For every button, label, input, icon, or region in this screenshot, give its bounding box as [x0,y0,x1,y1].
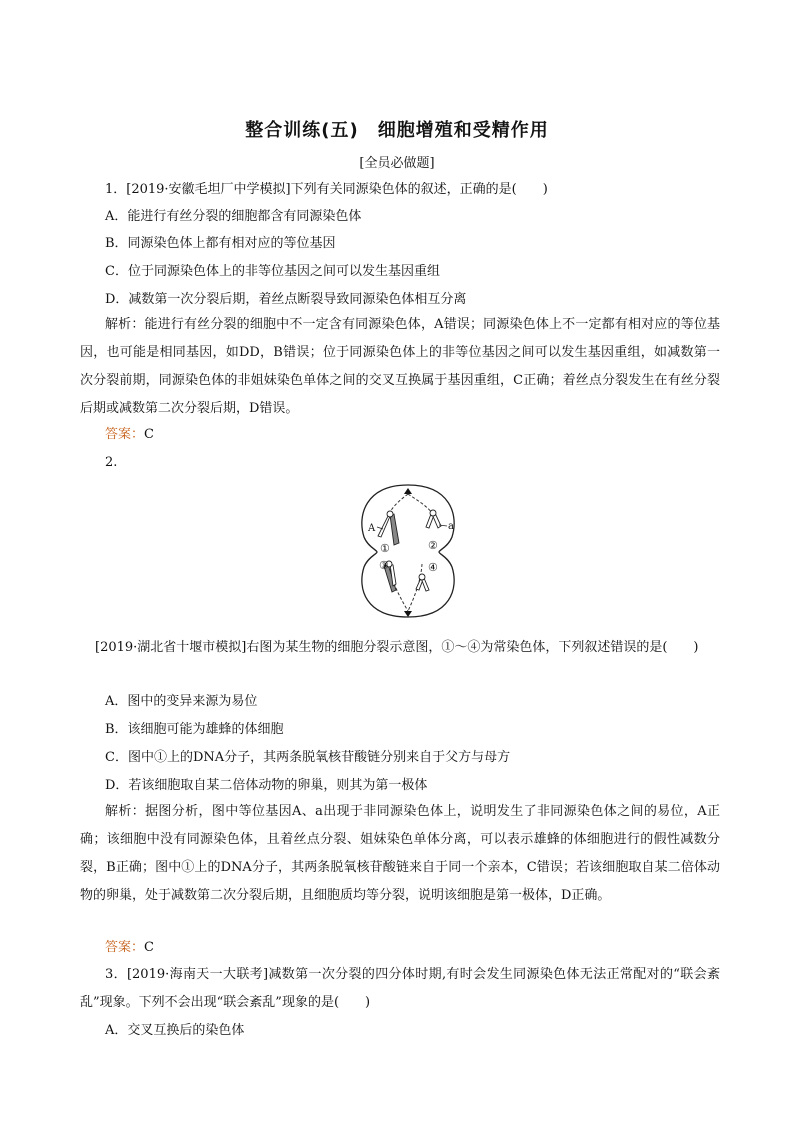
gene-a-label: a [448,521,454,532]
q1-option-c: C．位于同源染色体上的非等位基因之间可以发生基因重组 [105,264,440,279]
pole-top [404,488,412,494]
chromosome-4 [416,574,429,591]
answer-label: 答案： [105,427,145,442]
label-chromosome-1: ① [380,542,390,555]
q2-option-d: D．若该细胞取自某二倍体动物的卵巢，则其为第一极体 [105,778,428,793]
q2-number: 2. [105,455,118,470]
q1-stem: 1．[2019·安徽毛坦厂中学模拟]下列有关同源染色体的叙述，正确的是( ) [105,182,548,197]
gene-A-label: A [368,523,376,534]
cell-membrane [362,485,454,617]
q1-option-a: A．能进行有丝分裂的细胞都含有同源染色体 [105,209,362,224]
pole-bottom [404,611,412,617]
q3-stem: 3．[2019·海南天一大联考]减数第一次分裂的四分体时期,有时会发生同源染色体无法正常配对的“联会紊乱”现象。下列不会出现“联会紊乱”现象的是( ) [80,967,720,1010]
cell-division-diagram [355,480,461,622]
label-chromosome-3: ③ [379,559,389,572]
q2-answer [105,938,154,958]
q2-option-a: A．图中的变异来源为易位 [105,694,258,709]
label-chromosome-2: ② [428,539,438,552]
q2-stem: [2019·湖北省十堰市模拟]右图为某生物的细胞分裂示意图，①～④为常染色体，下列叙述错误的是( ) [95,640,699,655]
chromosome-2 [426,510,441,528]
q2-option-c: C．图中①上的DNA分子，其两条脱氧核苷酸链分别来自于父方与母方 [105,750,511,765]
q1-analysis: 解析：能进行有丝分裂的细胞中不一定含有同源染色体，A错误；同源染色体上不一定都有相对应的等位基因，也可能是相同基因，如DD，B错误；位于同源染色体上的非等位基因之间可以发生基因重组，如减数第一次分裂前期，同源染色体的非姐妹染色单体之间的交叉互换属于基因重组，C正确；着丝点分裂发生在有丝分裂后期或减数第二次分裂后期，D错误。 [80,317,720,416]
q2-analysis: 解析：据图分析，图中等位基因A、a出现于非同源染色体上，说明发生了非同源染色体之间的易位，A正确；该细胞中没有同源染色体，且着丝点分裂、姐妹染色单体分离，可以表示雄蜂的体细胞进行的假性减数分裂，B正确；图中①上的DNA分子，其两条脱氧核苷酸链来自于同一个亲本，C错误；若该细胞取自某二倍体动物的卵巢，处于减数第二次分裂后期，且细胞质均等分裂，说明该细胞是第一极体，D正确。 [80,804,720,903]
page-title: 整合训练(五) 细胞增殖和受精作用 [245,120,549,141]
q1-option-d: D．减数第一次分裂后期，着丝点断裂导致同源染色体相互分离 [105,292,467,307]
section-heading: [全员必做题] [359,156,435,171]
answer-value: C [144,427,154,442]
q3-option-a: A．交叉互换后的染色体 [105,1023,245,1038]
answer-value: C [144,940,154,955]
q2-option-b: B．该细胞可能为雄蜂的体细胞 [105,722,284,737]
answer-label: 答案： [105,940,145,955]
q1-option-b: B．同源染色体上都有相对应的等位基因 [105,236,336,251]
label-chromosome-4: ④ [428,561,438,574]
q1-answer [105,425,154,445]
